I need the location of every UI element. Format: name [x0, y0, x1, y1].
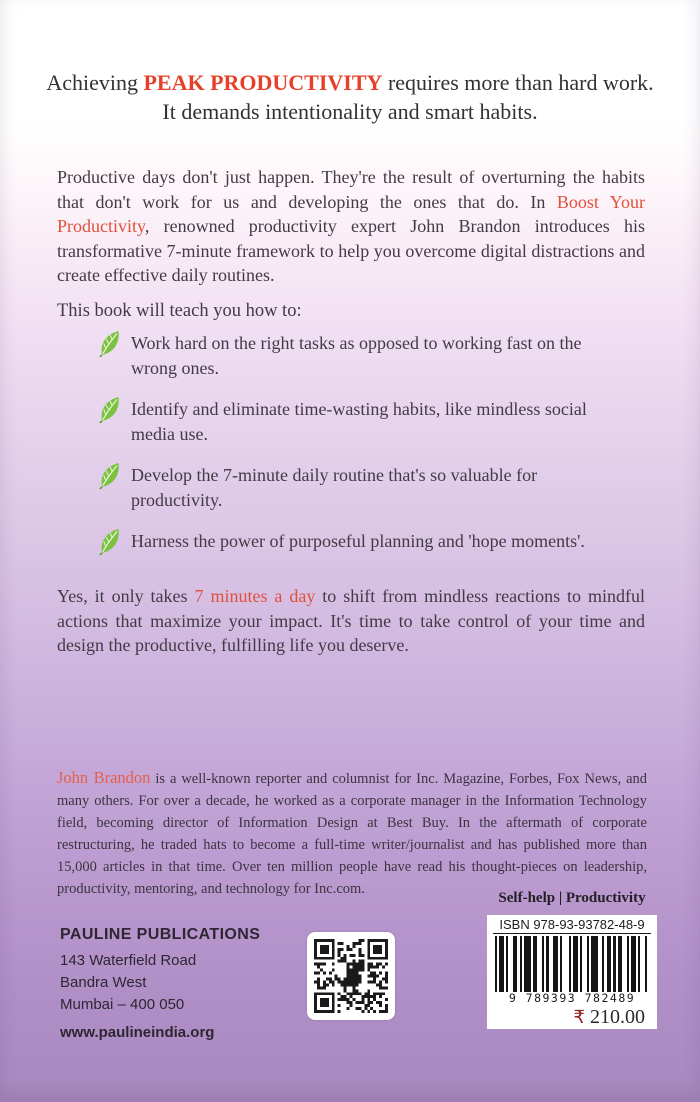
benefit-item [95, 463, 640, 513]
benefit-text: Work hard on the right tasks as opposed to working fast on the wrong ones. [131, 333, 582, 378]
category-label: Self-help | Productivity [498, 890, 646, 906]
benefit-item [95, 397, 640, 447]
price-amount: 210.00 [590, 1006, 645, 1028]
barcode-panel [487, 915, 657, 1029]
author-bio-text: is a well-known reporter and columnist for Inc. Magazine, Forbes, Fox News, and many others. For over a decade, he worked as a corporate manager in the Information Technology field, becoming director of Information Design at Best Buy. In the aftermath of corporate restructuring, he traded hats to become a full-time writer/journalist and has published more than 15,000 articles in that time. Over ten million people have read his thought-pieces on leadership, productivity, mentoring, and technology for Inc.com. [57, 770, 648, 897]
author-name: John Brandon [57, 767, 151, 787]
teach-intro: This book will teach you how to: [57, 300, 302, 321]
intro-post: , renowned productivity expert John Brandon introduces his transformative 7-minute framework to help you overcome digital distractions and create effective daily routines. [57, 216, 645, 285]
book-title-accent: Boost Your Productivity [57, 191, 645, 236]
green-leaf-icon [95, 331, 125, 357]
author-bio [57, 767, 647, 900]
publisher-address-line: Bandra West [60, 974, 147, 991]
publisher-website: www.paulineindia.org [60, 1024, 215, 1041]
tagline [0, 68, 700, 126]
tagline-line2: It demands intentionality and smart habits. [162, 99, 538, 124]
publisher-name: PAULINE PUBLICATIONS [60, 926, 261, 943]
closing-paragraph [57, 584, 645, 658]
publisher-address-line: Mumbai – 400 050 [60, 996, 185, 1013]
benefits-list [95, 331, 640, 571]
tagline-pre: Achieving [46, 70, 144, 95]
benefit-item [95, 331, 640, 381]
green-leaf-icon [95, 529, 125, 555]
closing-pre: Yes, it only takes [57, 586, 195, 606]
rupee-symbol: ₹ [573, 1007, 585, 1028]
intro-pre: Productive days don't just happen. They're the result of overturning the habits that don't work for us and developing the ones that do. In [57, 167, 645, 212]
tagline-post: requires more than hard work. [382, 70, 654, 95]
intro-paragraph [57, 165, 645, 288]
benefit-text: Develop the 7-minute daily routine that's so valuable for productivity. [131, 465, 538, 510]
qr-code-pattern [314, 939, 388, 1013]
green-leaf-icon [95, 463, 125, 489]
benefit-text: Identify and eliminate time-wasting habits, like mindless social media use. [131, 399, 587, 444]
tagline-accent: PEAK PRODUCTIVITY [143, 70, 383, 95]
publisher-address-line: 143 Waterfield Road [60, 952, 197, 969]
publisher-block [60, 926, 260, 1041]
green-leaf-icon [95, 397, 125, 423]
barcode-icon [495, 936, 649, 992]
price [493, 1006, 651, 1029]
qr-code [307, 932, 395, 1020]
closing-post: to shift from mindless reactions to mindful actions that maximize your impact. It's time to take control of your time and design the productive, fulfilling life you deserve. [57, 586, 645, 655]
isbn-label: ISBN 978-93-93782-48-9 [493, 917, 651, 934]
benefit-text: Harness the power of purposeful planning and 'hope moments'. [131, 531, 585, 551]
benefit-item [95, 529, 640, 555]
seven-minutes-accent: 7 minutes a day [194, 586, 316, 606]
barcode-digits: 9 789393 782489 [508, 991, 636, 1005]
